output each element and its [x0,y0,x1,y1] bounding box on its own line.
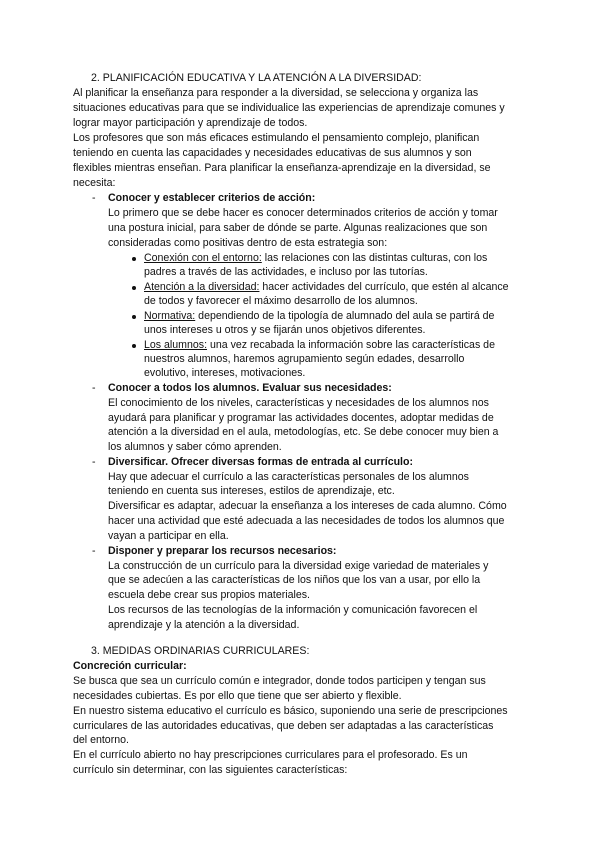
text-line: flexibles mientras enseñan. Para planificar la enseñanza-aprendizaje en la diversidad, se [73,162,491,174]
dash-marker: - [92,192,96,204]
bullet-term: Conexión con el entorno: [144,252,262,264]
bullet-dot [132,315,136,319]
text-line: una postura inicial, para saber de dónde se parte. Algunas realizaciones que son [108,222,488,234]
bullet-text: una vez recabada la información sobre las características de [209,339,495,351]
item-title: Conocer y establecer criterios de acción: [108,192,316,204]
bullet-term: Atención a la diversidad: [144,281,260,293]
text-line: Se busca que sea un currículo común e integrador, donde todos participen y tengan sus [73,675,486,687]
text-line: hacer una actividad que esté adecuada a las necesidades de todos los alumnos que [108,515,505,527]
bullet-text: evolutivo, intereses, motivaciones. [144,367,306,379]
text-line: Los recursos de las tecnologías de la información y comunicación favorecen el [108,604,478,616]
bullet-text: padres a través de las actividades, e incluso por las tutorías. [144,266,428,278]
dash-marker: - [92,382,96,394]
dash-marker: - [92,456,96,468]
text-line: que se adecúen a las características de los niños que los van a usar, por ello la [108,574,481,586]
text-line: lograr mayor participación y aprendizaje de todos. [73,117,308,129]
bullet-dot [132,257,136,261]
text-line: ayudará para planificar y programar las actividades docentes, adoptar medidas de [108,412,494,424]
text-line: Los profesores que son más eficaces estimulando el pensamiento complejo, planifican [73,132,480,144]
bullet-text: de todos y favorecer el máximo desarrollo de los alumnos. [144,295,418,307]
text-line: En el currículo abierto no hay prescripciones curriculares para el profesorado. Es un [73,749,468,761]
text-line: En nuestro sistema educativo el currículo es básico, suponiendo una serie de prescripciones [73,705,508,717]
bullet-text: unos intereses u otros y se fijarán unos objetivos diferentes. [144,324,426,336]
text-line: necesita: [73,177,116,189]
text-line: teniendo en cuenta sus intereses, estilos de aprendizaje, etc. [108,485,395,497]
section-heading: 2. PLANIFICACIÓN EDUCATIVA Y LA ATENCIÓN A LA DIVERSIDAD: [91,72,422,84]
bullet-text: dependiendo de la tipología de alumnado del aula se partirá de [198,310,495,322]
text-line: aprendizaje y la atención a la diversidad. [108,619,300,631]
bullet-text: las relaciones con las distintas culturas, con los [264,252,488,264]
text-line: Lo primero que se debe hacer es conocer determinados criterios de acción y tomar [108,207,498,219]
text-line: Hay que adecuar el currículo a las características personales de los alumnos [108,471,469,483]
bullet-dot [132,344,136,348]
item-title: Diversificar. Ofrecer diversas formas de entrada al currículo: [108,456,414,468]
text-line: atención a la diversidad en el aula, metodologías, etc. Se debe conocer muy bien a [108,426,499,438]
item-title: Disponer y preparar los recursos necesarios: [108,545,337,557]
dash-marker: - [92,545,96,557]
section-heading: 3. MEDIDAS ORDINARIAS CURRICULARES: [91,645,310,657]
text-line: vayan a participar en ella. [108,530,229,542]
text-line: necesidades cubiertas. Es por ello que tiene que ser abierto y flexible. [73,690,402,702]
text-line: curriculares de las autoridades educativas, que deben ser adaptadas a las características [73,720,494,732]
text-line: consideradas como positivas dentro de esta estrategia son: [108,237,388,249]
text-line: los alumnos y saber cómo aprenden. [108,441,282,453]
text-line: El conocimiento de los niveles, características y necesidades de los alumnos nos [108,397,489,409]
text-line: Al planificar la enseñanza para responder a la diversidad, se selecciona y organiza las [73,87,479,99]
bullet-term: Los alumnos: [144,339,208,351]
text-line: teniendo en cuenta las capacidades y necesidades educativas de sus alumnos y son [73,147,472,159]
bullet-term: Normativa: [144,310,196,322]
subheading: Concreción curricular: [73,660,187,672]
text-line: La construcción de un currículo para la diversidad exige variedad de materiales y [108,560,489,572]
text-line: del entorno. [73,734,129,746]
bullet-dot [132,286,136,290]
bullet-text: hacer actividades del currículo, que estén al alcance [262,281,509,293]
item-title: Conocer a todos los alumnos. Evaluar sus necesidades: [108,382,392,394]
text-line: Diversificar es adaptar, adecuar la enseñanza a los intereses de cada alumno. Cómo [108,500,507,512]
text-line: escuela debe crear sus propios materiales. [108,589,310,601]
text-line: currículo sin determinar, con las siguientes características: [73,764,348,776]
bullet-text: nuestros alumnos, haremos agrupamiento según edades, desarrollo [144,353,465,365]
text-line: situaciones educativas para que se individualice las experiencias de aprendizaje comunes y [73,102,505,114]
